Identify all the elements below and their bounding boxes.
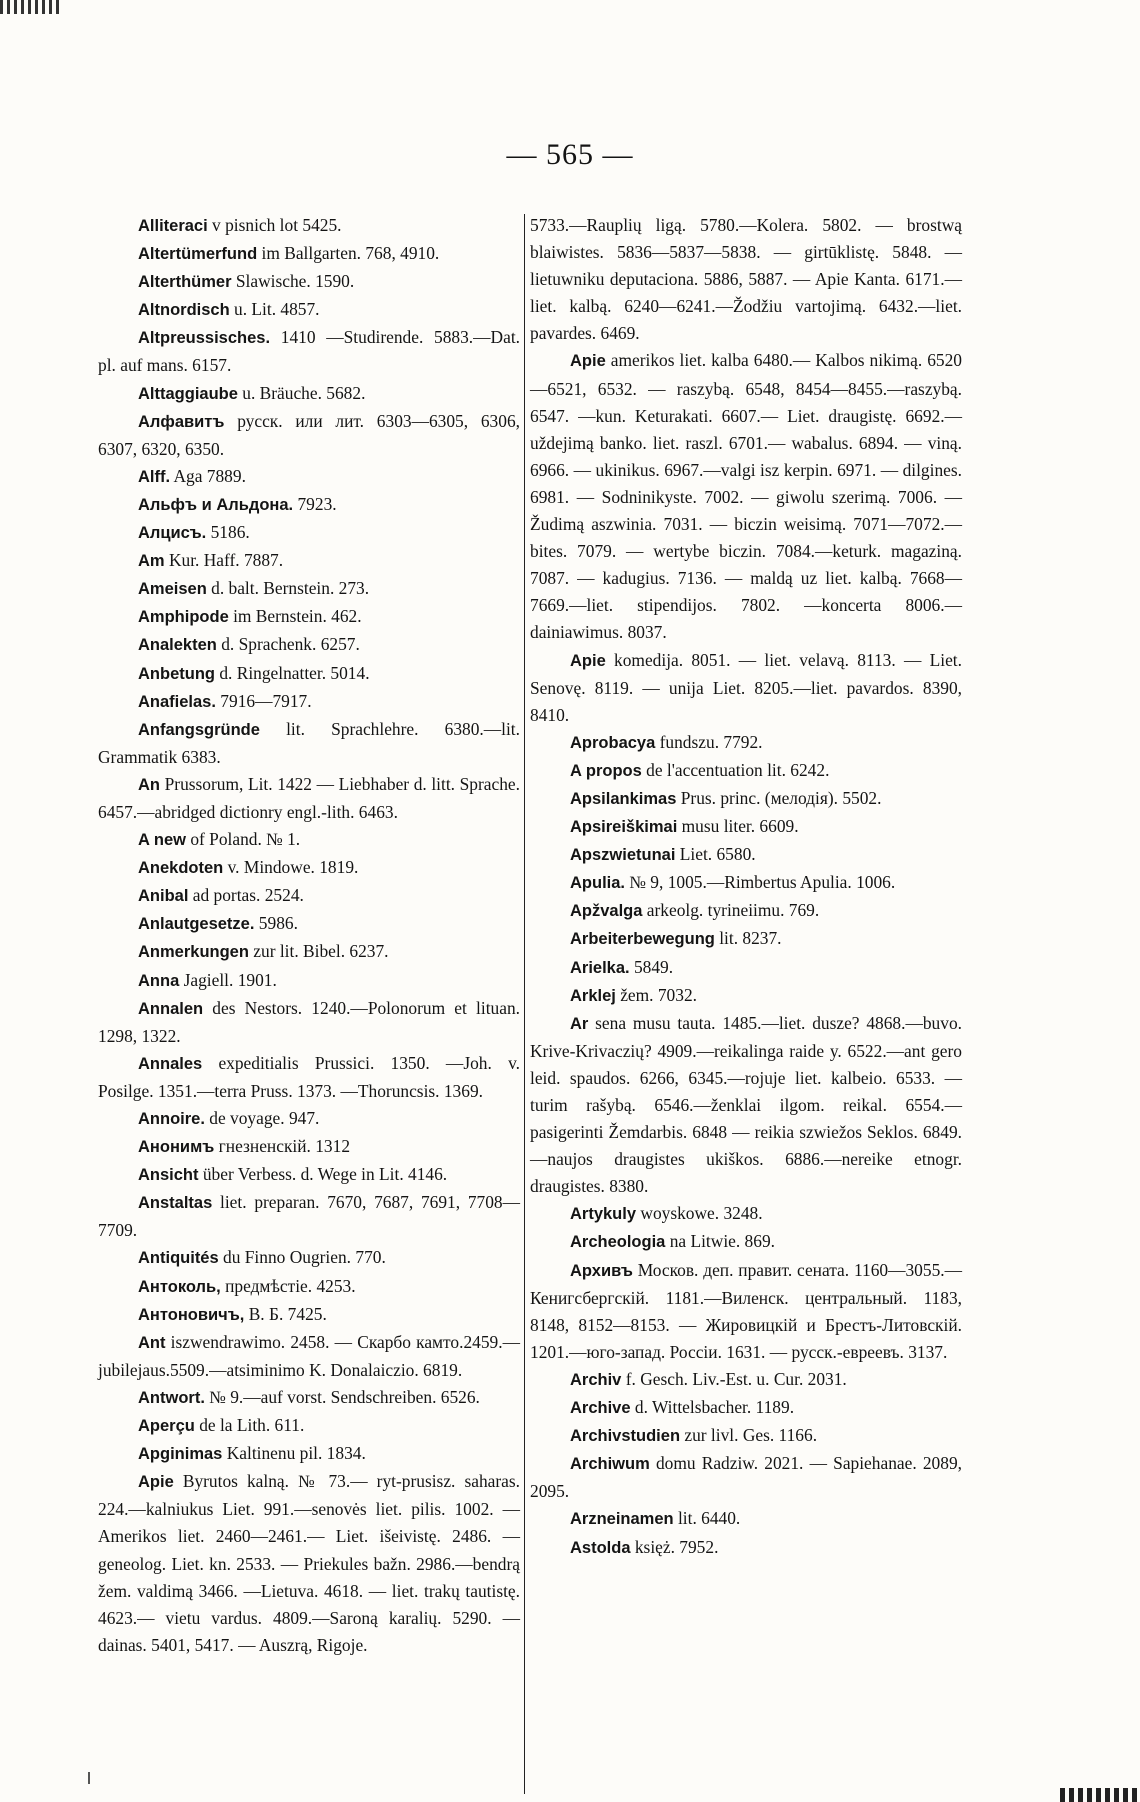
entry-headword: Алфавитъ: [138, 412, 225, 431]
index-entry: [98, 882, 520, 910]
entry-references: Kur. Haff. 7887.: [164, 550, 284, 571]
entry-headword: Альфъ и Альдона.: [138, 495, 294, 514]
entry-headword: Analekten: [138, 636, 217, 655]
index-entry: [98, 491, 520, 519]
index-entry: [530, 1366, 962, 1394]
column-divider: [524, 214, 525, 1794]
entry-references: Kaltinenu pil. 1834.: [222, 1443, 366, 1464]
page-number: — 565 —: [506, 138, 634, 171]
entry-headword: Antwort.: [138, 1388, 205, 1407]
entry-headword: Annales: [138, 1054, 203, 1073]
entry-references: du Finno Ougrien. 770.: [218, 1247, 386, 1268]
entry-references: d. balt. Bernstein. 273.: [206, 578, 370, 599]
entry-headword: Archiwum: [570, 1455, 650, 1474]
entry-headword: Altertümerfund: [138, 245, 258, 264]
entry-references: musu liter. 6609.: [677, 816, 799, 837]
entry-headword: Apsireiškimai: [570, 818, 678, 837]
index-entry: [98, 938, 520, 966]
entry-headword: A new: [138, 831, 186, 850]
index-entry: [530, 1394, 962, 1422]
right-column: [530, 212, 962, 1562]
index-entry: [98, 660, 520, 688]
entry-headword: Anstaltas: [138, 1194, 213, 1213]
entry-references: 5849.: [629, 956, 674, 977]
entry-references: Jagiell. 1901.: [179, 969, 277, 990]
entry-headword: Apie: [570, 352, 606, 371]
index-entry: [98, 1050, 520, 1105]
entry-headword: Apulia.: [570, 874, 626, 893]
index-entry: [98, 408, 520, 463]
entry-references: 5733.—Rauplių ligą. 5780.—Kolera. 5802. — brostwą blaiwistes. 5836—5837—5838. — girtūklistę. 5848. — lietuwniku deputaciona. 5886, 5887. — Apie Kanta. 6171.— liet. kalbą. 6240—6241.—Žodžiu vartojimą. 6432.—liet. pavardes. 6469.: [530, 215, 962, 344]
entry-references: de la Lith. 611.: [194, 1415, 305, 1436]
index-entry: [530, 1534, 962, 1562]
index-entry: [530, 897, 962, 925]
index-entry: [98, 631, 520, 659]
entry-headword: Archeologia: [570, 1233, 666, 1252]
index-entry: [530, 347, 962, 646]
entry-references: 1410 —Studirende. 5883.—Dat. pl. auf mans. 6157.: [98, 327, 520, 376]
index-entry: [530, 954, 962, 982]
index-entry: [530, 212, 962, 347]
index-entry: [98, 1161, 520, 1189]
entry-headword: Aprobacya: [570, 733, 656, 752]
index-entry: [530, 925, 962, 953]
index-entry: [98, 1468, 520, 1659]
index-entry: [530, 729, 962, 757]
entry-references: na Litwie. 869.: [665, 1231, 775, 1252]
entry-references: u. Lit. 4857.: [229, 299, 320, 320]
entry-references: domu Radziw. 2021. — Sapiehanae. 2089, 2095.: [530, 1453, 962, 1502]
entry-headword: Ameisen: [138, 580, 207, 599]
index-entry: [530, 869, 962, 897]
entry-references: lit. 8237.: [714, 928, 782, 949]
entry-references: księż. 7952.: [630, 1536, 719, 1557]
entry-references: гнезненскій. 1312: [214, 1136, 351, 1157]
entry-references: ad portas. 2524.: [188, 885, 304, 906]
entry-headword: Anfangsgründe: [138, 720, 260, 739]
entry-headword: A propos: [570, 761, 642, 780]
entry-references: fundszu. 7792.: [655, 731, 763, 752]
index-entry: [98, 1301, 520, 1329]
entry-headword: Antiquités: [138, 1249, 219, 1268]
index-entry: [530, 813, 962, 841]
entry-references: 5186.: [206, 522, 250, 543]
entry-references: v pisnich lot 5425.: [207, 215, 342, 235]
index-entry: [98, 603, 520, 631]
entry-headword: Astolda: [570, 1538, 631, 1557]
entry-references: d. Ringelnatter. 5014.: [214, 662, 370, 683]
index-entry: [98, 1244, 520, 1272]
entry-references: Prussorum, Lit. 1422 — Liebhaber d. litt. Sprache. 6457.—abridged dictionry engl.-lith. 6463.: [98, 773, 520, 822]
entry-references: d. Sprachenk. 6257.: [216, 634, 360, 655]
entry-headword: Ansicht: [138, 1166, 199, 1185]
entry-references: de voyage. 947.: [204, 1108, 320, 1128]
entry-references: Liet. 6580.: [675, 844, 756, 865]
entry-references: d. Wittelsbacher. 1189.: [630, 1397, 795, 1418]
index-entry: [98, 688, 520, 716]
entry-headword: Altpreussisches.: [138, 329, 271, 348]
entry-references: f. Gesch. Liv.-Est. u. Cur. 2031.: [621, 1368, 847, 1389]
entry-references: Москов. деп. правит. сената. 1160—3055.—Кенигсбергскій. 1181.—Виленск. центральный. 1183, 8148, 8152—8153. — Жировицкій и Брестъ-Литовскій. 1201.—юго-запад. Россіи. 1631. — русск.-евреевъ. 3137.: [530, 1259, 962, 1362]
entry-headword: Anlautgesetze.: [138, 915, 255, 934]
entry-references: u. Bräuche. 5682.: [237, 382, 366, 403]
index-entry: [98, 1133, 520, 1161]
entry-headword: Artykuly: [570, 1205, 637, 1224]
entry-references: im Bernstein. 462.: [228, 606, 362, 627]
index-entry: [530, 1450, 962, 1505]
entry-references: № 9, 1005.—Rimbertus Apulia. 1006.: [625, 872, 896, 893]
entry-headword: Arklej: [570, 986, 616, 1005]
entry-references: 7923.: [293, 493, 337, 514]
index-entry: [98, 519, 520, 547]
entry-references: žem. 7032.: [615, 984, 697, 1005]
entry-references: zur lit. Bibel. 6237.: [248, 941, 389, 962]
left-column: [98, 212, 520, 1659]
entry-references: № 9.—auf vorst. Sendschreiben. 6526.: [204, 1386, 480, 1407]
scan-corner-specks: [1060, 1788, 1140, 1802]
entry-headword: Анонимъ: [138, 1138, 215, 1157]
entry-headword: Arielka.: [570, 958, 630, 977]
entry-references: über Verbess. d. Wege in Lit. 4146.: [198, 1164, 448, 1185]
index-entry: [530, 982, 962, 1010]
entry-headword: Alliteraci: [138, 217, 208, 235]
entry-headword: Anbetung: [138, 664, 215, 683]
entry-references: liet. preparan. 7670, 7687, 7691, 7708—7709.: [98, 1192, 520, 1241]
entry-headword: Anekdoten: [138, 859, 224, 878]
entry-headword: Archive: [570, 1399, 631, 1418]
entry-references: Prus. princ. (мелодія). 5502.: [676, 787, 882, 808]
entry-headword: Алцисъ.: [138, 524, 207, 543]
entry-headword: Anna: [138, 971, 180, 990]
entry-headword: Ar: [570, 1014, 589, 1033]
entry-references: arkeolg. tyrineiimu. 769.: [642, 900, 820, 921]
entry-headword: Антоколь,: [138, 1277, 221, 1296]
entry-references: expeditialis Prussici. 1350. —Joh. v. Posilge. 1351.—terra Pruss. 1373. —Thoruncsis. 1369.: [98, 1052, 520, 1101]
index-entry: [98, 910, 520, 938]
index-entry: [98, 547, 520, 575]
entry-references: Aga 7889.: [170, 465, 246, 486]
entry-references: amerikos liet. kalba 6480.— Kalbos nikimą. 6520—6521, 6532. — raszybą. 6548, 8454—8455.—raszybą. 6547. —kun. Keturakati. 6607.— Liet. draugistę. 6692.—uždejimą banko. liet. raszl. 6701.— wabalus. 6894. — viną. 6966. — ukinikus. 6967.—valgi isz kerpin. 6971. — dilgines. 6981. — Sodninikyste. 7002. — giwolu szerimą. 7006. — Žudimą aszwinia. 7031. — biczin weisimą. 7071—7072.—bites. 7079. — wertybe biczin. 7084.—keturk. magaziną. 7087. — kadugius. 7136. — maldą uz liet. kalbą. 7668—7669.—liet. stipendijos. 7802. —koncerta 8006.—dainiawimus. 8037.: [530, 350, 962, 643]
entry-headword: Arzneinamen: [570, 1510, 674, 1529]
entry-references: русск. или лит. 6303—6305, 6306, 6307, 6320, 6350.: [98, 410, 520, 459]
entry-headword: Apžvalga: [570, 902, 643, 921]
index-entry: [530, 1257, 962, 1366]
index-entry: [98, 1440, 520, 1468]
entry-headword: Altnordisch: [138, 301, 230, 320]
index-entry: [98, 1384, 520, 1412]
entry-references: 5986.: [254, 913, 298, 934]
index-entry: [98, 716, 520, 771]
index-entry: [530, 757, 962, 785]
index-entry: [530, 1228, 962, 1256]
entry-headword: Annalen: [138, 999, 204, 1018]
entry-headword: Антоновичъ,: [138, 1305, 245, 1324]
entry-headword: Apsilankimas: [570, 789, 677, 808]
entry-headword: Apie: [138, 1473, 174, 1492]
entry-headword: Archivstudien: [570, 1427, 681, 1446]
index-entry: [98, 1329, 520, 1384]
index-entry: [98, 575, 520, 603]
entry-references: de l'accentuation lit. 6242.: [641, 759, 830, 780]
index-entry: [530, 647, 962, 729]
entry-headword: Apginimas: [138, 1445, 223, 1464]
index-entry: [98, 967, 520, 995]
index-entry: [530, 1200, 962, 1228]
entry-references: of Poland. № 1.: [185, 829, 301, 850]
index-entry: [98, 1412, 520, 1440]
entry-references: im Ballgarten. 768, 4910.: [257, 243, 440, 264]
entry-references: lit. 6440.: [673, 1508, 741, 1529]
entry-references: iszwendrawimo. 2458. — Скарбо камто.2459.—jubilejaus.5509.—atsiminimo K. Donalaiczio. 6819.: [98, 1331, 520, 1380]
index-entry: [530, 1505, 962, 1533]
entry-headword: Aperçu: [138, 1417, 195, 1436]
index-entry: [530, 1010, 962, 1201]
entry-references: v. Mindowe. 1819.: [223, 857, 359, 878]
entry-references: 7916—7917.: [215, 690, 312, 711]
index-entry: [98, 771, 520, 826]
entry-headword: Amphipode: [138, 608, 229, 627]
index-entry: [98, 1105, 520, 1133]
entry-headword: Archiv: [570, 1370, 622, 1389]
entry-headword: Annoire.: [138, 1110, 205, 1128]
index-entry: [98, 212, 520, 240]
entry-references: предмѣстіе. 4253.: [220, 1275, 356, 1296]
entry-references: Slawische. 1590.: [231, 271, 355, 292]
entry-references: В. Б. 7425.: [244, 1303, 327, 1324]
entry-references: lit. Sprachlehre. 6380.—lit. Grammatik 6383.: [98, 718, 520, 767]
entry-references: woyskowe. 3248.: [636, 1203, 763, 1224]
index-entry: [98, 380, 520, 408]
entry-headword: Apszwietunai: [570, 846, 676, 865]
index-entry: [98, 463, 520, 491]
entry-headword: Am: [138, 552, 165, 571]
index-entry: [98, 1189, 520, 1244]
entry-references: sena musu tauta. 1485.—liet. dusze? 4868.—buvo. Krive-Krivaczių? 4909.—reikalinga raide y. 6522.—ant gero leid. spaudos. 6266, 6345.—rojuje liet. kalbeio. 6533. —turim rašybą. 6546.—ženklai ilgom. reikal. 6554.—pasigerinti Žemdarbis. 6848 — reikia szwiežos Seklos. 6849.—naujos draugistes ukiškos. 6886.—nereike etnogr. draugistes. 8380.: [530, 1012, 962, 1197]
entry-headword: Архивъ: [570, 1261, 633, 1280]
entry-references: komedija. 8051. — liet. velavą. 8113. — Liet. Senovę. 8119. — unija Liet. 8205.—liet. pavardos. 8390, 8410.: [530, 649, 962, 725]
entry-references: zur livl. Ges. 1166.: [680, 1425, 818, 1446]
entry-headword: An: [138, 775, 160, 794]
scan-mark: [88, 1772, 90, 1784]
index-entry: [530, 785, 962, 813]
entry-headword: Ant: [138, 1333, 166, 1352]
index-entry: [530, 841, 962, 869]
scan-specks: [0, 0, 60, 14]
entry-headword: Alff.: [138, 467, 171, 486]
entry-headword: Apie: [570, 651, 606, 670]
index-entry: [98, 826, 520, 854]
entry-headword: Arbeiterbewegung: [570, 930, 715, 949]
index-entry: [98, 296, 520, 324]
entry-headword: Alttaggiaube: [138, 384, 238, 403]
index-entry: [98, 995, 520, 1050]
entry-headword: Anafielas.: [138, 692, 216, 711]
index-entry: [530, 1422, 962, 1450]
entry-headword: Alterthümer: [138, 273, 232, 292]
index-entry: [98, 268, 520, 296]
index-entry: [98, 240, 520, 268]
index-entry: [98, 1273, 520, 1301]
entry-references: Byrutos kalną. № 73.— ryt-prusisz. saharas. 224.—kalniukus Liet. 991.—senovės liet. pilis. 1002. — Amerikos liet. 2460—2461.— Liet. išeivistę. 2486. — geneolog. Liet. kn. 2533. — Priekules bažn. 2986.—bendrą žem. valdimą 3466. —Lietuva. 4618. — liet. trakų tautistę. 4623.— vietu vardus. 4809.—Saroną karalių. 5290. — dainas. 5401, 5417. — Auszrą, Rigoje.: [98, 1471, 520, 1655]
entry-headword: Anmerkungen: [138, 943, 249, 962]
entry-references: des Nestors. 1240.—Polonorum et lituan. 1298, 1322.: [98, 997, 520, 1046]
index-entry: [98, 324, 520, 379]
index-entry: [98, 854, 520, 882]
entry-headword: Anibal: [138, 887, 189, 906]
